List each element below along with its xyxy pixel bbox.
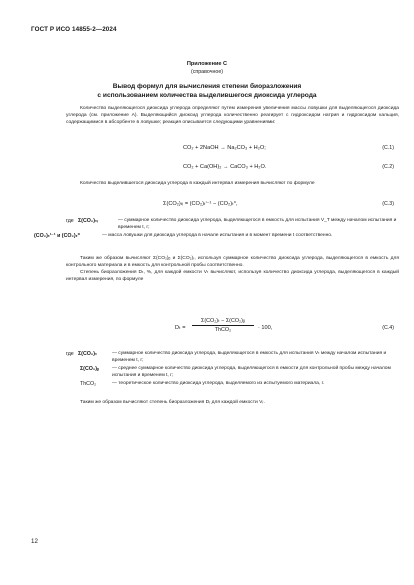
equation-c2-number: (С.2) (382, 164, 394, 170)
where1-symbol-a: Σ(CO₂)ₜᵢ (78, 218, 98, 224)
standard-header: ГОСТ Р ИСО 14855-2—2024 (31, 26, 117, 33)
equation-c4-numerator: Σ(CO₂)ₜ − Σ(CO₂)ᵦ (192, 318, 254, 326)
where2-definition-a: — суммарное количество диоксида углерода, выделяющегося в емкость для испытания Vₜ между началом испытания и временем t, г; (112, 351, 387, 363)
where1-symbol-b: (CO₂)ₜⁱ⁻¹ и (CO₂)ₜ⁰ (34, 233, 81, 239)
where1-definition-a: — суммарное количество диоксида углерода, выделяющегося в емкость для испытания V_T между началом испытания и временем t, г; (118, 218, 397, 230)
page-number: 12 (31, 538, 38, 545)
section-title-line2: с использованием количества выделившегося диоксида углерода (97, 91, 317, 99)
where2-definition-b: — среднее суммарное количество диоксида углерода, выделяющегося в емкости для контрольной пробы между началом испытания и временем t, г; (112, 366, 391, 378)
section-title (0, 83, 414, 100)
closing-paragraph: Таким же образом вычисляют степень биоразложения Dᵣ для каждой емкости Vᵣ. (80, 400, 265, 405)
equation-c4-denominator: ThCO₂ (214, 327, 232, 333)
equation-c4-lhs: Dₜ = (175, 325, 186, 331)
appendix-title: Приложение С (186, 61, 228, 67)
section-title-line1: Вывод формул для вычисления степени биоразложения (112, 83, 302, 90)
where2-symbol-b: Σ(CO₂)ᵦ (80, 366, 100, 372)
equation-c3: Σ(CO₂)ₜᵢ = (CO₂)ₜⁱ⁻¹ − (CO₂)ₜ⁰, (163, 201, 238, 207)
paragraph-2: Количество выделившегося диоксида углерода в каждый интервал измерения вычисляют по формуле (80, 181, 315, 186)
where2-symbol-c: ThCO₂ (80, 381, 97, 387)
where2-definition-c: — теоретическое количество диоксида углерода, выделяемого из испытуемого материала, г. (112, 381, 325, 386)
equation-c1-number: (С.1) (382, 145, 394, 151)
equation-c3-number: (С.3) (382, 201, 394, 207)
where-block-1 (34, 218, 399, 252)
paragraph-3: Таким же образом вычисляют Σ(CO₂)ᵦ и Σ(CO₂)ᵣ, используя суммарное количество диоксида углерода, выделяющегося в емкость для контрольного материала и в емкость для контрольной пробы соответственно. (66, 256, 399, 268)
appendix-subtitle: (справочное) (190, 69, 224, 75)
where1-lead: где (66, 218, 74, 224)
equation-c4-number: (С.4) (382, 325, 394, 331)
equation-c1: CO₂ + 2NaOH → Na₂CO₃ + H₂O; (183, 145, 266, 151)
equation-c4-fraction (192, 318, 254, 333)
equation-c4-tail: · 100, (258, 325, 273, 331)
equation-c2: CO₂ + Ca(OH)₂ → CaCO₃ + H₂O. (183, 164, 267, 170)
paragraph-4: Степень биоразложения Dₜ, %, для каждой емкости Vₜ вычисляют, используя количество диоксида углерода, выделяющегося в каждый интервал измерения, по формуле (66, 270, 399, 282)
intro-paragraph: Количество выделяющегося диоксида углерода определяют путем измерения увеличения массы ловушки для выделяющегося диоксида углерода (см. приложение А). Выделяющийся диоксид углерода количественно реагирует с гидроксидом натрия и гидроксидом кальция, содержащимися в абсорбенте в ловушке; реакция описывается следующими уравнениями: (66, 106, 399, 125)
where2-lead: где (66, 351, 74, 357)
where2-symbol-a: Σ(CO₂)ₜ (78, 351, 98, 357)
where1-definition-b: — масса ловушки для диоксида углерода в начале испытания и в момент времени t соответственно. (102, 233, 333, 238)
where-block-2 (66, 351, 399, 395)
